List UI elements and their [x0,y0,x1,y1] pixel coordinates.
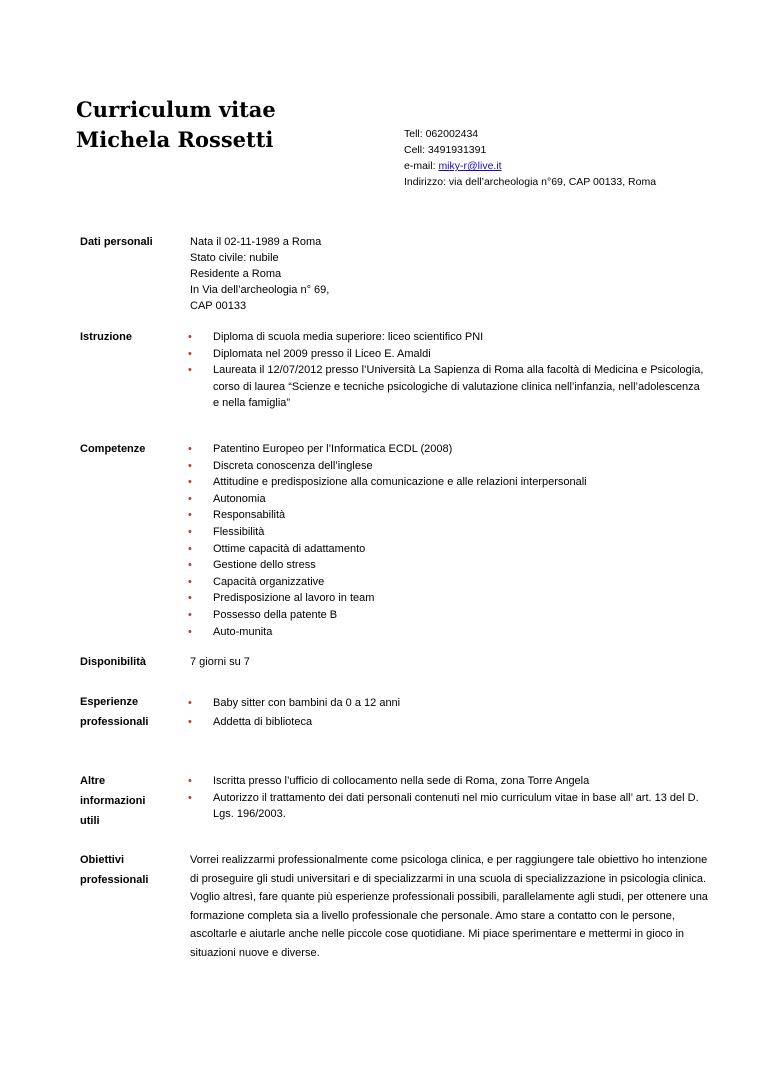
obiettivi-text: Vorrei realizzarmi professionalmente come psicologa clinica, e per raggiungere tale obiettivo ho intenzione di proseguire gli studi universitari e di specializzarmi in una scuola di specializzazione in psicologia clinica. Voglio altresì, fare quante più esperienze professionali possibili, parallelamente agli studi, per ottenere una formazione completa sia a livello professionale che personale. Amo stare a contatto con le persone, ascoltarle e aiutarle anche nelle piccole cose quotidiane. Mi piace sperimentare e mettermi in gioco in situazioni nuove e diverse. [190,854,708,959]
list-item: • Discreta conoscenza dell’inglese [188,458,708,475]
contact-block [404,126,656,190]
section-label-competenze: Competenze [80,443,146,455]
list-item: • Ottime capacità di adattamento [188,541,708,558]
section-label-esperienze [80,692,148,732]
label-line: utili [80,815,100,827]
candidate-name: Michela Rossetti [76,127,274,152]
email-label: e-mail: [404,160,439,172]
dati-personali-content [190,234,329,314]
list-item: • Predisposizione al lavoro in team [188,590,708,607]
cell-number: Cell: 3491931391 [404,144,487,156]
esperienze-list [188,694,708,732]
section-label-istruzione: Istruzione [80,331,132,343]
list-item: • Patentino Europeo per l’Informatica ECDL (2008) [188,441,708,458]
label-line: professionali [80,874,149,886]
section-label-disponibilita: Disponibilità [80,656,146,668]
list-item: • Diploma di scuola media superiore: liceo scientifico PNI [188,329,708,346]
marital-status: Stato civile: nubile [190,252,279,264]
list-item: • Baby sitter con bambini da 0 a 12 anni [188,694,708,713]
list-item: • Laureata il 12/07/2012 presso l’Università La Sapienza di Roma alla facoltà di Medicina e Psicologia, corso di laurea “Scienze e tecniche psicologiche di valutazione clinica nell’infanzia, nell’adolescenza e nella famiglia” [188,362,708,412]
list-item: • Iscritta presso l’ufficio di collocamento nella sede di Roma, zona Torre Angela [188,773,708,790]
altre-info-list [188,773,708,823]
section-label-dati-personali: Dati personali [80,236,153,248]
email-line [404,158,656,174]
residence: Residente a Roma [190,268,282,280]
istruzione-list [188,329,708,412]
label-line: Obiettivi [80,854,125,866]
postal-code: CAP 00133 [190,300,247,312]
label-line: Altre [80,775,106,787]
list-item: • Autorizzo il trattamento dei dati personali contenuti nel mio curriculum vitae in base all’ art. 13 del D. Lgs. 196/2003. [188,790,708,823]
phone-number: Tell: 062002434 [404,128,479,140]
list-item: • Capacità organizzative [188,574,708,591]
list-item: • Possesso della patente B [188,607,708,624]
section-label-obiettivi [80,850,148,890]
disponibilita-value: 7 giorni su 7 [190,656,250,668]
list-item: • Addetta di biblioteca [188,713,708,732]
label-line: Esperienze [80,696,139,708]
list-item: • Attitudine e predisposizione alla comunicazione e alle relazioni interpersonali [188,474,708,491]
list-item: • Flessibilità [188,524,708,541]
label-line: professionali [80,716,149,728]
email-link[interactable]: miky-r@live.it [438,160,502,172]
list-item: • Auto-munita [188,624,708,641]
list-item: • Responsabilità [188,507,708,524]
birth-info: Nata il 02-11-1989 a Roma [190,236,322,248]
address: Indirizzo: via dell’archeologia n°69, CAP 00133, Roma [404,176,657,188]
competenze-list [188,441,708,640]
list-item: • Diplomata nel 2009 presso il Liceo E. Amaldi [188,346,708,363]
street-address: In Via dell’archeologia n° 69, [190,284,330,296]
label-line: informazioni [80,795,146,807]
document-title: Curriculum vitae [76,97,276,122]
list-item: • Gestione dello stress [188,557,708,574]
section-label-altre-info [80,771,145,831]
list-item: • Autonomia [188,491,708,508]
